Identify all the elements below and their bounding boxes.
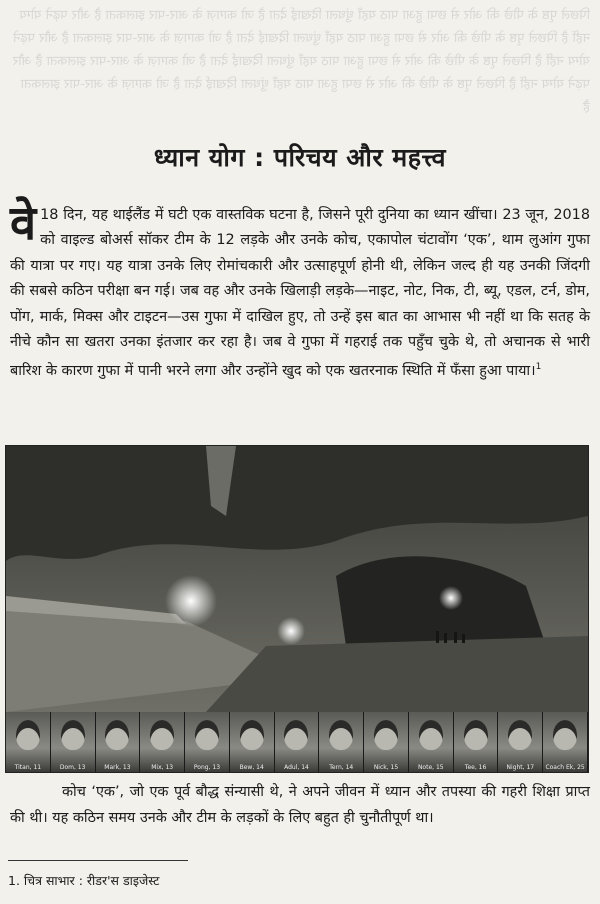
face-image (419, 720, 443, 750)
portrait-caption: Note, 15 (417, 764, 444, 771)
portrait-caption: Dom, 13 (59, 764, 86, 771)
drop-cap: वे (10, 196, 37, 251)
portrait-caption: Nick, 15 (373, 764, 399, 771)
portrait-caption: Night, 17 (506, 764, 535, 771)
portrait-caption: Pong, 13 (193, 764, 221, 771)
team-portrait-strip (6, 712, 588, 772)
portrait-caption: Adul, 14 (284, 764, 309, 771)
team-member-portrait (230, 712, 275, 772)
face-image (61, 720, 85, 750)
team-member-portrait (364, 712, 409, 772)
face-image (150, 720, 174, 750)
footnote-reference: 1 (535, 362, 542, 373)
portrait-caption: Mix, 13 (151, 764, 174, 771)
face-image (374, 720, 398, 750)
portrait-caption: Mark, 13 (104, 764, 131, 771)
body-paragraph-1 (10, 196, 590, 385)
body-paragraph-2: कोच ‘एक’, जो एक पूर्व बौद्ध संन्यासी थे, ने अपने जीवन में ध्यान और तपस्या की गहरी शिक्षा प्राप्त की थी। यह कठिन समय उनके और टीम के लड़कों के लिए बहुत ही चुनौतीपूर्ण था। (10, 784, 590, 826)
portrait-caption: Tern, 14 (329, 764, 354, 771)
cave-photograph (5, 445, 589, 773)
team-member-portrait (275, 712, 320, 772)
portrait-caption: Bew, 14 (239, 764, 264, 771)
team-member-portrait (51, 712, 96, 772)
team-member-portrait (454, 712, 499, 772)
face-image (284, 720, 308, 750)
face-image (464, 720, 488, 750)
face-image (105, 720, 129, 750)
face-image (195, 720, 219, 750)
portrait-caption: Titan, 11 (14, 764, 42, 771)
team-member-portrait (543, 712, 588, 772)
team-member-portrait (96, 712, 141, 772)
face-image (16, 720, 40, 750)
team-member-portrait (185, 712, 230, 772)
portrait-caption: Coach Ek, 25 (545, 764, 585, 771)
team-member-portrait (319, 712, 364, 772)
face-image (508, 720, 532, 750)
team-member-portrait (498, 712, 543, 772)
page-title: ध्यान योग : परिचय और महत्त्व (153, 143, 447, 172)
paragraph-1-text: 18 दिन, यह थाईलैंड में घटी एक वास्तविक घटना है, जिसने पूरी दुनिया का ध्यान खींचा। 23 जून, 2018 को वाइल्ड बोअर्स सॉकर टीम के 12 लड़के और उनके कोच, एकापोल चंटावोंग ‘एक’, थाम लुआंग गुफा की यात्रा पर गए। यह यात्रा उनके लिए रोमांचकारी और उत्साहपूर्ण होनी थी, लेकिन जल्द ही यह उनकी जिंदगी की सबसे कठिन परीक्षा बन गई। जब वह और उनके खिलाड़ी लड़के—नाइट, नोट, निक, टी, ब्यू, एडल, टर्न, डोम, पोंग, मार्क, मिक्स और टाइटन—उस गुफा में दाखिल हुए, तो उन्हें इस बात का आभास भी नहीं था कि सतह के नीचे कौन सा खतरा उनका इंतजार कर रहा है। जब वे गुफा में गहराई तक पहुँच चुके थे, तो अचानक से भारी बारिश के कारण गुफा में पानी भरने लगा और उन्होंने खुद को एक खतरनाक स्थिति में फँसा हुआ पाया। (10, 207, 590, 380)
team-member-portrait (6, 712, 51, 772)
show-through-text: पिछले पृष्ठ के पीछे की ओर से छपा हुआ पाठ यहाँ धुंधला दिखाई देता है जो कागज़ के आर-पार झलकता है और पढ़ने योग्य नहीं है पिछले पृष्ठ के पीछे की ओर से छपा हुआ पाठ यहाँ धुंधला दिखाई देता है जो कागज़ के आर-पार झलकता है और पढ़ने योग्य नहीं है पिछले पृष्ठ के पीछे की ओर से छपा हुआ पाठ यहाँ धुंधला दिखाई देता है जो कागज़ के आर-पार झलकता है और पढ़ने योग्य नहीं है पिछले पृष्ठ के पीछे की ओर से छपा हुआ पाठ यहाँ धुंधला दिखाई देता है जो कागज़ के आर-पार झलकता है (12, 8, 590, 115)
footnote-text: 1. चित्र साभार : रीडर'स डाइजेस्ट (8, 873, 160, 888)
team-member-portrait (140, 712, 185, 772)
footnote-divider (8, 860, 188, 861)
face-image (240, 720, 264, 750)
face-image (553, 720, 577, 750)
cave-scene-image (6, 446, 588, 712)
face-image (329, 720, 353, 750)
team-member-portrait (409, 712, 454, 772)
portrait-caption: Tee, 16 (464, 764, 487, 771)
